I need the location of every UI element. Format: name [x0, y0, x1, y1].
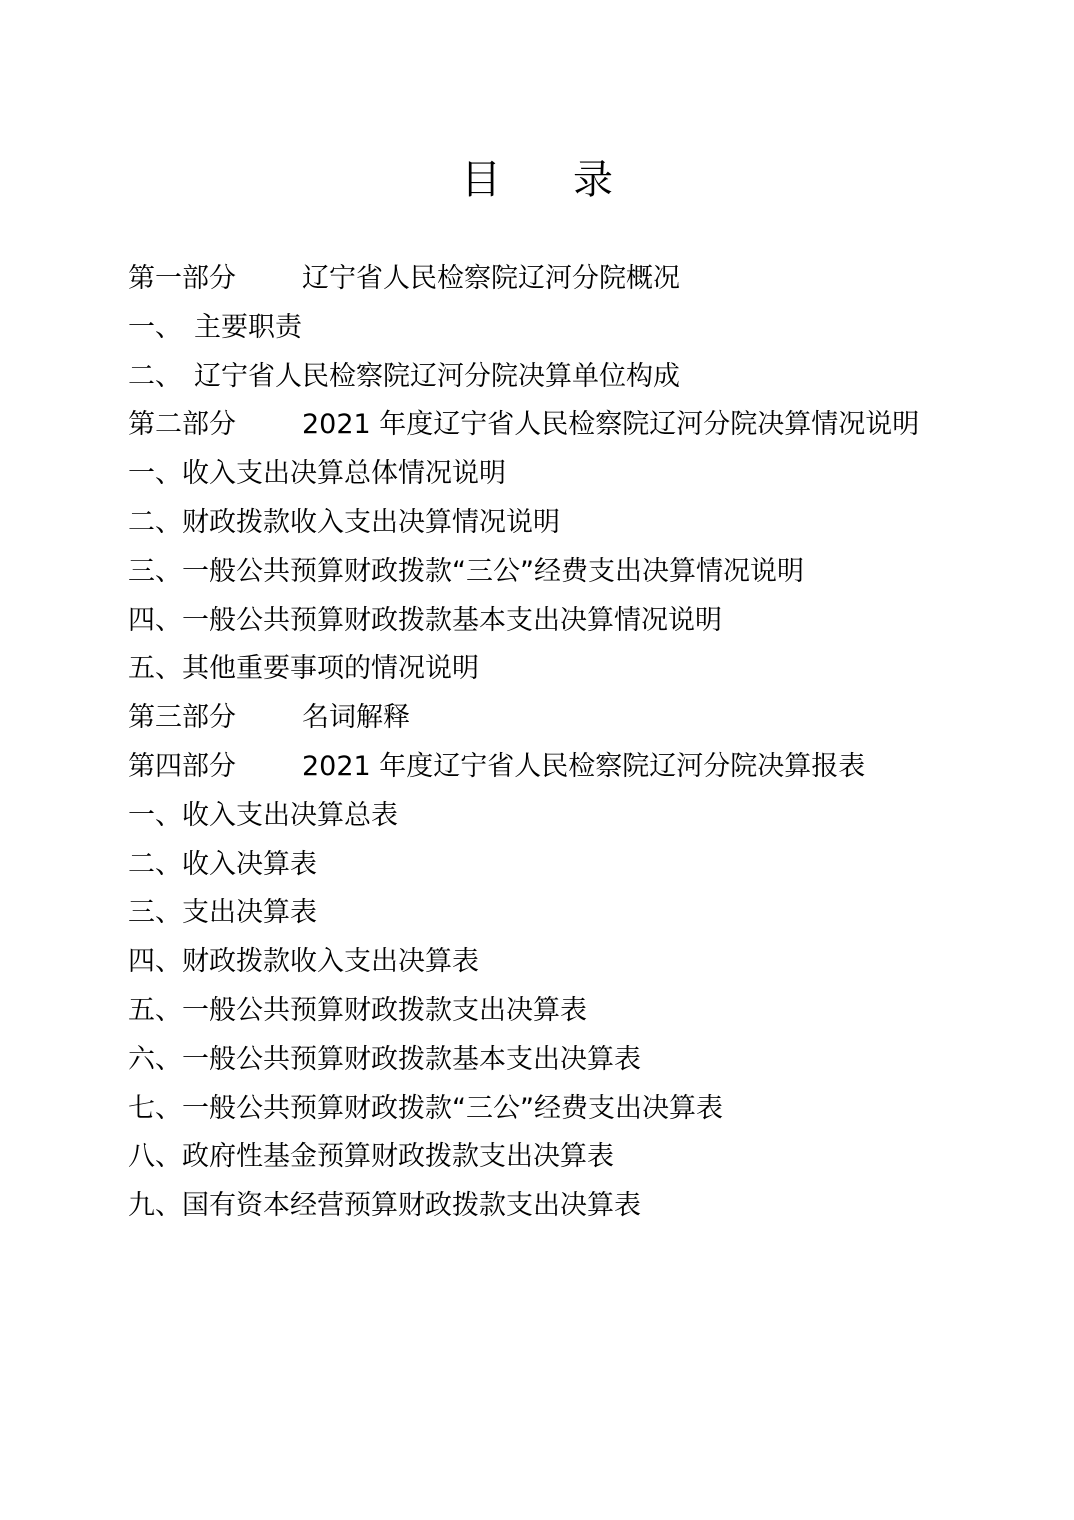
toc-part-title: 2021 年度辽宁省人民检察院辽河分院决算报表: [302, 750, 866, 782]
toc-item: [128, 938, 1028, 987]
toc-item-number: 六、: [128, 1043, 182, 1075]
toc-item: [128, 889, 1028, 938]
toc-part-title: 名词解释: [302, 702, 410, 734]
toc-item-title: 财政拨款收入支出决算情况说明: [182, 506, 560, 538]
toc-item: [128, 499, 1028, 548]
toc-item: [128, 987, 1028, 1036]
toc-item-number: 七、: [128, 1092, 182, 1124]
toc-part-title: 辽宁省人民检察院辽河分院概况: [302, 263, 680, 294]
toc-item-number: 五、: [128, 994, 182, 1026]
title-char-1: 目: [461, 157, 501, 203]
toc-item: [128, 304, 1028, 353]
toc-part-heading: [128, 401, 1028, 450]
toc-item-number: 三、: [128, 897, 182, 929]
toc-part-title: 2021 年度辽宁省人民检察院辽河分院决算情况说明: [302, 409, 920, 441]
toc-item-number: 四、: [128, 604, 182, 636]
toc-item-title: 收入支出决算总体情况说明: [182, 458, 506, 490]
toc-part-label: 第三部分: [128, 702, 236, 734]
toc-item-title: 财政拨款收入支出决算表: [182, 946, 479, 978]
toc-item-number: 二、: [128, 848, 182, 880]
toc-item-title: 主要职责: [194, 311, 302, 343]
toc-part-label: 第一部分: [128, 263, 236, 294]
toc-item-title: 一般公共预算财政拨款“三公”经费支出决算情况说明: [182, 555, 804, 587]
toc-item: [128, 597, 1028, 646]
toc-item-title: 其他重要事项的情况说明: [182, 653, 479, 685]
toc-item-title: 一般公共预算财政拨款基本支出决算情况说明: [182, 604, 722, 636]
toc-item-title: 收入决算表: [182, 848, 317, 880]
toc-item-number: 四、: [128, 946, 182, 978]
title-char-2: 录: [573, 157, 613, 203]
toc-item: [128, 353, 1028, 402]
toc-part-heading: [128, 694, 1028, 743]
toc-item-number: 一、: [128, 458, 182, 490]
toc-item: [128, 450, 1028, 499]
toc-item-number: 二、: [128, 360, 182, 392]
toc-item-title: 一般公共预算财政拨款“三公”经费支出决算表: [182, 1092, 723, 1124]
toc-item-title: 一般公共预算财政拨款支出决算表: [182, 994, 587, 1026]
toc-item-number: 五、: [128, 653, 182, 685]
table-of-contents: [128, 255, 1028, 1231]
toc-item: [128, 645, 1028, 694]
toc-part-label: 第二部分: [128, 409, 236, 441]
toc-item: [128, 841, 1028, 890]
toc-item-number: 三、: [128, 555, 182, 587]
toc-item: [128, 1036, 1028, 1085]
toc-item: [128, 1133, 1028, 1182]
toc-item-title: 辽宁省人民检察院辽河分院决算单位构成: [194, 360, 680, 392]
toc-item-number: 一、: [128, 799, 182, 831]
toc-item-title: 一般公共预算财政拨款基本支出决算表: [182, 1043, 641, 1075]
page-title: [0, 150, 1074, 210]
toc-item: [128, 548, 1028, 597]
toc-item: [128, 1085, 1028, 1134]
toc-item-number: 二、: [128, 506, 182, 538]
toc-item-title: 国有资本经营预算财政拨款支出决算表: [182, 1190, 641, 1222]
toc-item-number: 九、: [128, 1190, 182, 1222]
toc-part-label: 第四部分: [128, 750, 236, 782]
toc-item-title: 收入支出决算总表: [182, 799, 398, 831]
toc-item-title: 支出决算表: [182, 897, 317, 929]
toc-item: [128, 1182, 1028, 1231]
toc-item-number: 一、: [128, 311, 182, 343]
toc-item-number: 八、: [128, 1141, 182, 1173]
toc-part-heading: [128, 255, 1028, 304]
toc-part-heading: [128, 743, 1028, 792]
toc-item-title: 政府性基金预算财政拨款支出决算表: [182, 1141, 614, 1173]
toc-item: [128, 792, 1028, 841]
